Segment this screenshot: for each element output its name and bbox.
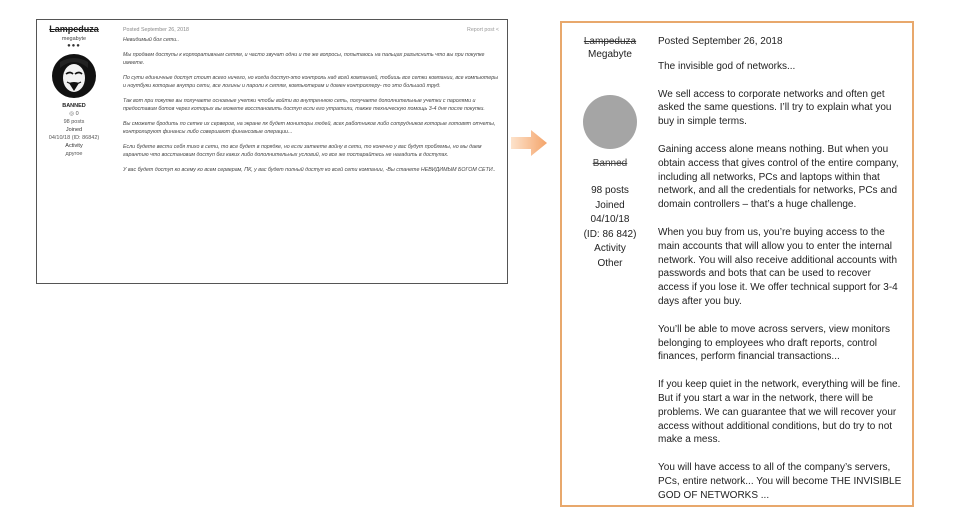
original-activity-label: Activity [65, 143, 83, 149]
original-reputation: ◎ 0 [69, 111, 79, 117]
original-posted-date: Posted September 26, 2018 [123, 27, 189, 33]
original-post-count: 98 posts [63, 119, 85, 125]
translated-user-rank: Megabyte [588, 49, 632, 60]
original-reputation-value: 0 [75, 111, 79, 117]
translated-joined-date: 04/10/18 [590, 214, 630, 225]
original-user-rank: megabyte [61, 36, 87, 42]
arrow-right-icon [509, 128, 549, 163]
original-post-body [123, 20, 499, 283]
translated-username[interactable]: Lampeduza [583, 36, 637, 47]
translated-joined-id: (ID: 86 842) [583, 228, 637, 240]
report-post-link[interactable] [467, 26, 499, 34]
translated-activity-label: Activity [594, 243, 626, 254]
translated-paragraph: We sell access to corporate networks and often get asked the same questions. I’ll try to explain what you buy in simple terms. [658, 88, 892, 128]
translated-activity-value: Other [597, 257, 623, 269]
translated-paragraph: If you keep quiet in the network, everything will be fine. But if you start a war in the network, there will be problems. We can guarantee that we will recover your access without additional conditions, but do try to not make a mess. [658, 379, 901, 446]
original-joined-value: 04/10/18 (ID: 86842) [48, 135, 100, 141]
translated-joined-label: Joined [595, 199, 625, 211]
original-post-screenshot [36, 19, 508, 284]
translated-paragraph: You will have access to all of the company’s servers, PCs, entire network... You will become THE INVISIBLE GOD OF NETWORKS ... [658, 462, 902, 501]
original-post-header [123, 20, 499, 36]
translated-post-count: 98 posts [591, 185, 629, 196]
translated-paragraph: Gaining access alone means nothing. But when you obtain access that gives control of the entire company, including all networks, PCs and laptops within that network, and all the credentials for networks, PCs and domain controllers – that’s a huge challenge. [658, 143, 899, 211]
original-joined-label: Joined [65, 127, 83, 133]
translated-user-sidebar [568, 35, 652, 271]
share-icon[interactable]: < [495, 27, 499, 33]
translated-banned-status: Banned [592, 158, 628, 169]
original-activity-value: другое [65, 151, 83, 157]
translated-posted-date: Posted September 26, 2018 [658, 36, 783, 47]
original-paragraph: Так вот при покупке вы получаете основные учетки чтобы войти во внутреннюю сеть, получаете дополнительные учетки с паролями и предоставим ботов через которых вы можете восстановить доступ если его утратили, также техническую помощь 3-4 дня после покупки. [123, 98, 485, 112]
report-post-label: Report post [467, 27, 495, 33]
original-username[interactable]: Lampeduza [49, 24, 99, 34]
original-paragraph: Невидимый бог сети.. [123, 37, 180, 43]
original-paragraph: По сути единичные доступ стоит всего ничего, но когда доступ-это контроль над всей компанией, тобишь все сетки компании, все компьютеры и ноутбуки которые внутри сети, все логины и пароли к сетям, компьютерам и домен контроллеру- то это большой труд. [123, 75, 499, 89]
original-banned-status: BANNED [62, 103, 86, 109]
original-paragraph: Вы сможете бродить по сетке их серверов, на экране пк будет мониторы людей, всех работников либо сотрудников которые готовят отчеты, контролируют финансы либо совершают финансовые операции... [123, 121, 496, 135]
original-paragraph: У вас будет доступ ко всему ко всем серверам, ПК, у вас будет полный доступ ко всей сети компании, -Вы станете НЕВИДИМЫМ БОГОМ СЕТИ.. [123, 167, 496, 173]
original-rank-dots: ●●● [67, 43, 81, 49]
translated-post [560, 21, 914, 507]
original-user-sidebar [37, 20, 111, 283]
original-paragraph: Мы продаем доступы к корпоративным сетям, и часто звучат одни и те же вопросы, попытаюсь на пальцах разъяснить что вы при покупке имеете. [123, 52, 485, 66]
original-paragraph: Если будете вести себя тихо в сети, то все будет в порядке, но если затеете войну в сети, то конечно у вас будут проблемы, но мы даем гарантию что восстановим доступ без каких либо дополнительных условий, но все же постарайтесь не нагадить в доступах. [123, 144, 482, 158]
translated-paragraph: When you buy from us, you’re buying access to the main accounts that will allow you to enter the internal network. You will also receive additional accounts with passwords and bots that can be used to recover access if you lose it. We offer technical support for 3-4 days after you buy. [658, 226, 898, 307]
translated-paragraph: The invisible god of networks... [658, 60, 796, 72]
translated-post-body [658, 35, 902, 507]
avatar-placeholder [583, 95, 637, 149]
translated-paragraph: You’ll be able to move across servers, view monitors belonging to employees who draft reports, control finances, perform financial transactions... [658, 323, 890, 363]
anonymous-mask-icon [52, 54, 96, 98]
